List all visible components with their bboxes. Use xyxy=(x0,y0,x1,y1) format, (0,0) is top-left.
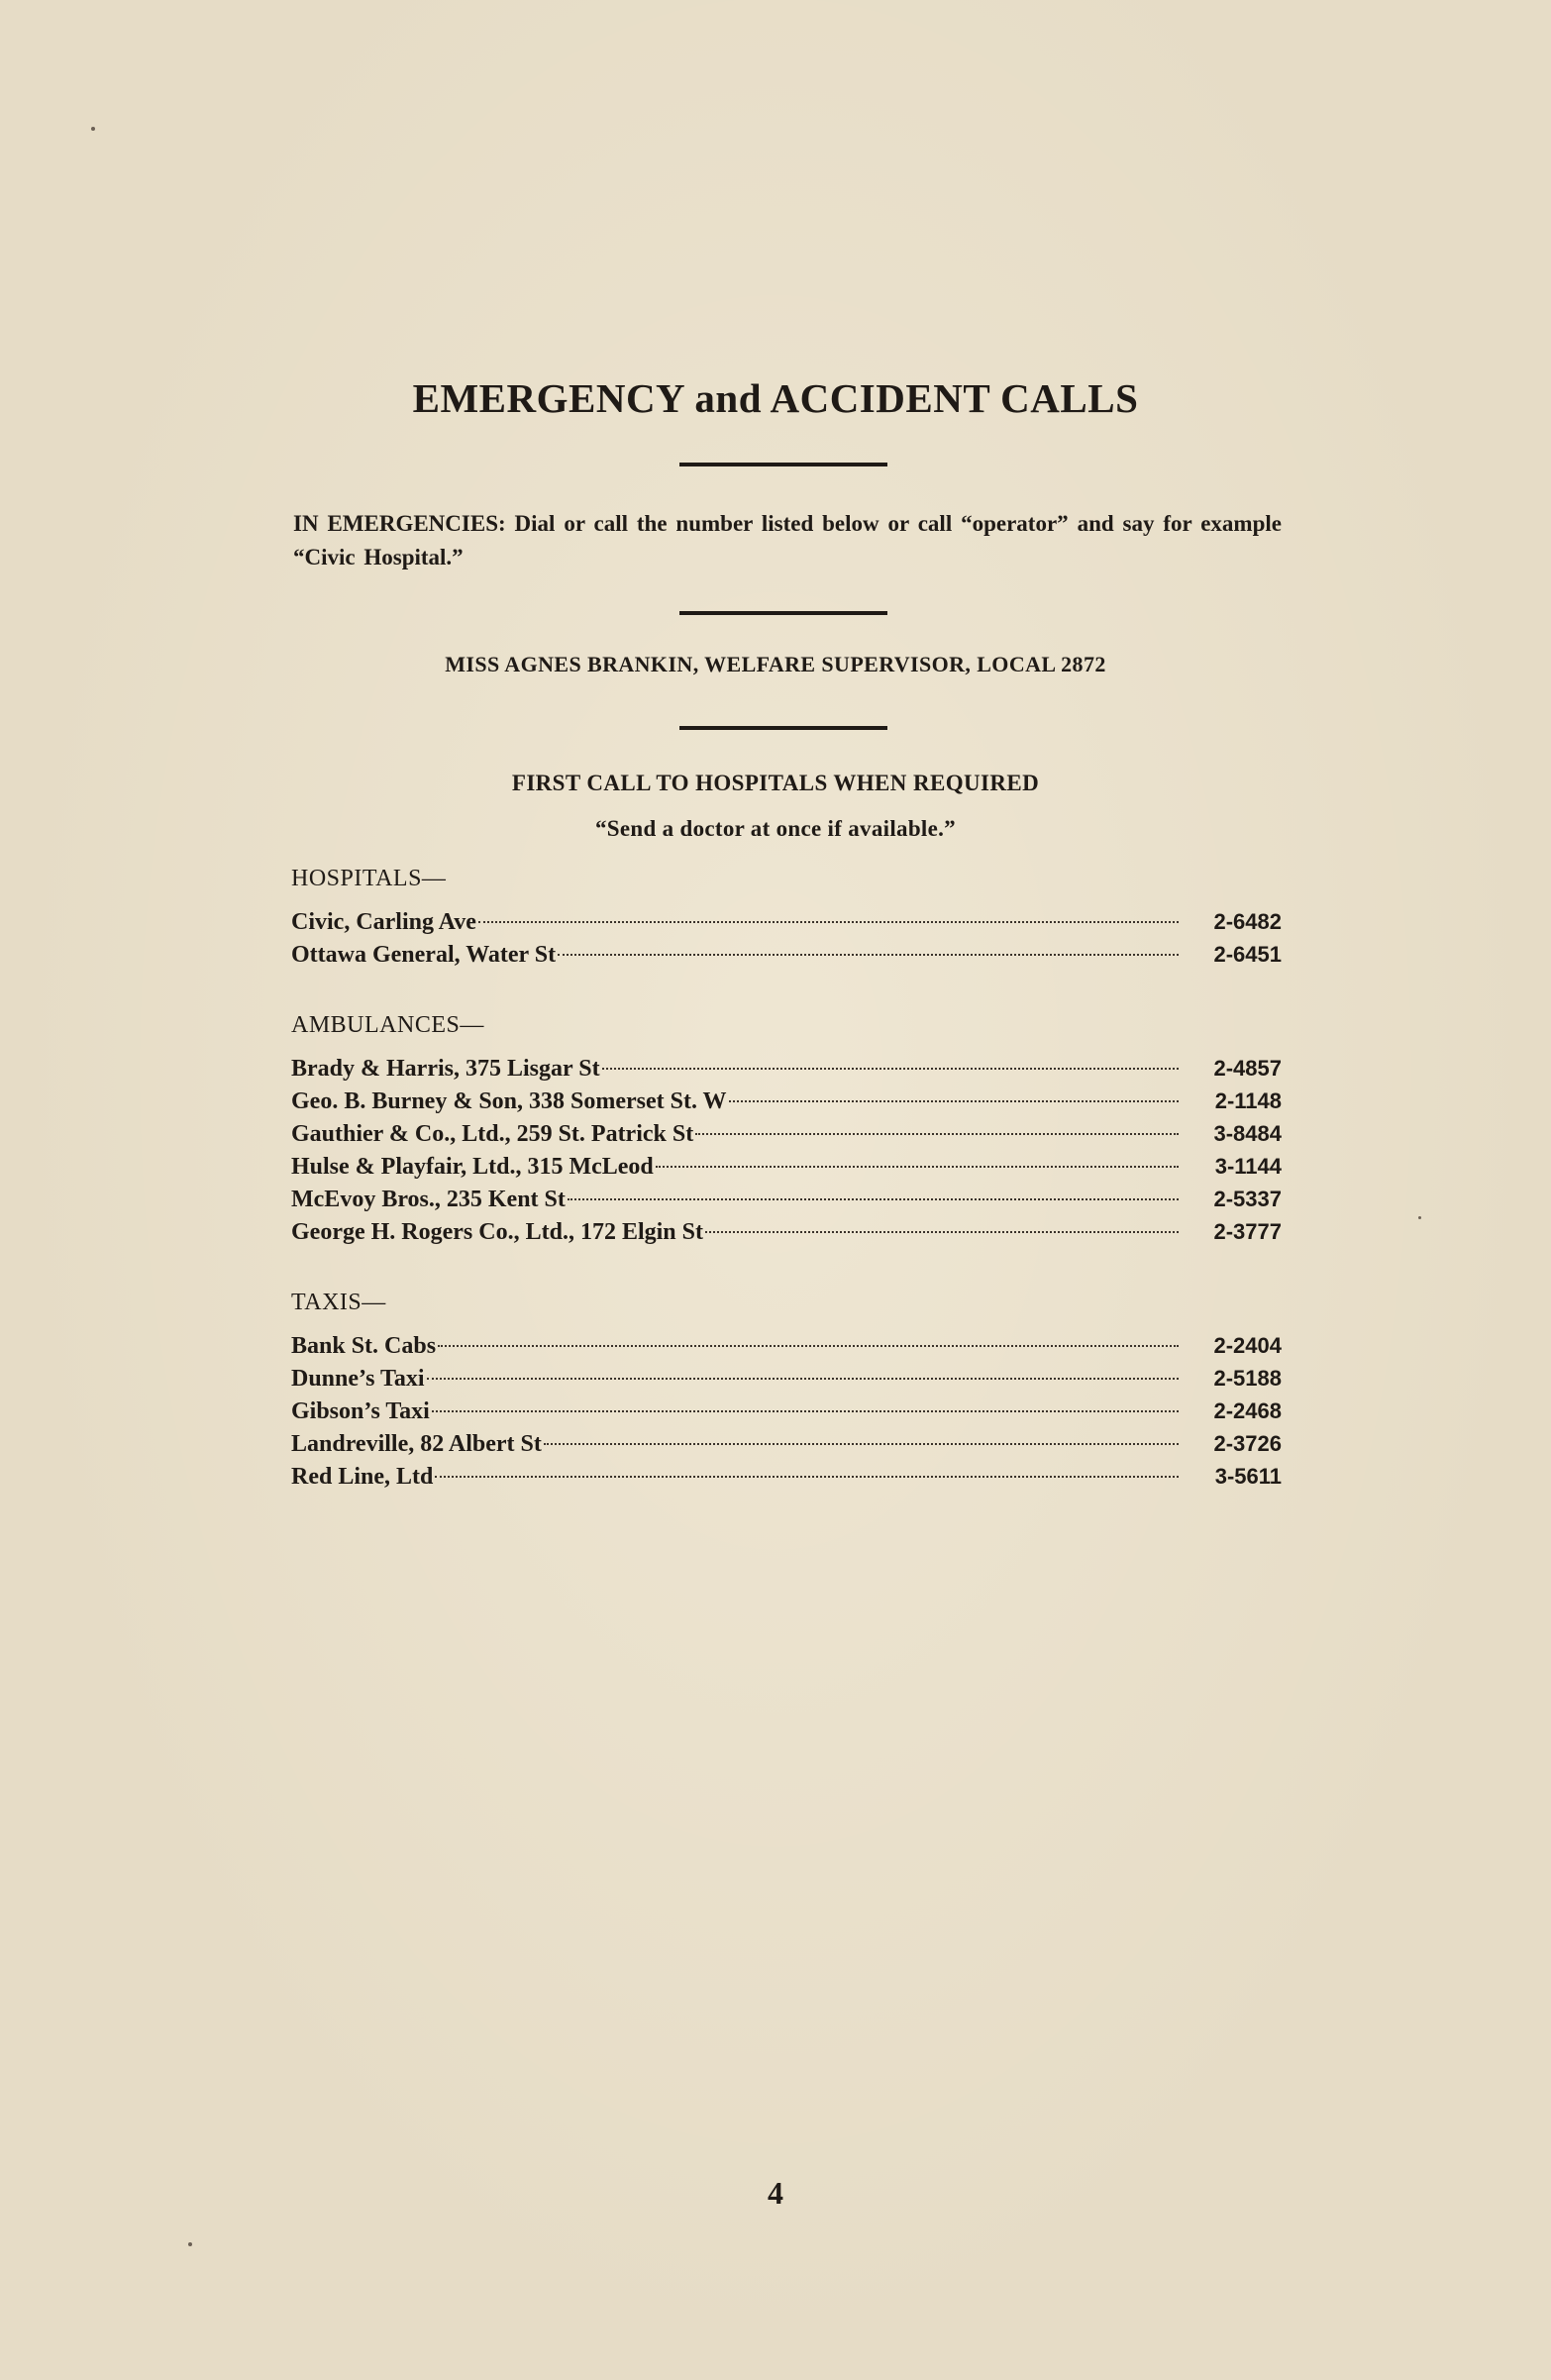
dot-leader xyxy=(432,1410,1179,1412)
dot-leader xyxy=(478,921,1179,923)
entry-phone: 2-6482 xyxy=(1213,909,1282,934)
entry-name: Dunne’s Taxi xyxy=(291,1366,425,1392)
entry-phone: 2-1148 xyxy=(1214,1088,1282,1113)
entry-phone: 3-1144 xyxy=(1214,1154,1282,1179)
entry-name: Red Line, Ltd xyxy=(291,1464,434,1490)
page-number: 4 xyxy=(768,2175,783,2211)
entry-phone: 3-8484 xyxy=(1213,1121,1282,1146)
entry-name: Ottawa General, Water St xyxy=(291,942,557,968)
section-heading: HOSPITALS— xyxy=(291,866,447,891)
list-item xyxy=(291,1362,1282,1395)
entry-name: George H. Rogers Co., Ltd., 172 Elgin St xyxy=(291,1219,703,1245)
entry-name: Landreville, 82 Albert St xyxy=(291,1431,542,1457)
list-item xyxy=(291,1215,1282,1248)
entry-phone: 2-2468 xyxy=(1213,1398,1282,1423)
list-item xyxy=(291,1085,1282,1117)
entry-name: Civic, Carling Ave xyxy=(291,909,476,935)
dot-leader xyxy=(435,1476,1179,1478)
dot-leader xyxy=(558,954,1179,956)
entry-name: Hulse & Playfair, Ltd., 315 McLeod xyxy=(291,1154,654,1180)
list-item xyxy=(291,1329,1282,1362)
dot-leader xyxy=(427,1378,1179,1380)
entry-name: Bank St. Cabs xyxy=(291,1333,437,1359)
entry-name: Brady & Harris, 375 Lisgar St xyxy=(291,1056,600,1082)
entry-name: Gibson’s Taxi xyxy=(291,1398,430,1424)
dot-leader xyxy=(602,1068,1179,1070)
list-item xyxy=(291,1427,1282,1460)
first-call-heading: FIRST CALL TO HOSPITALS WHEN REQUIRED xyxy=(511,771,1040,795)
list-item xyxy=(291,1395,1282,1427)
entry-phone: 2-6451 xyxy=(1213,942,1282,967)
emergency-notice: IN EMERGENCIES: Dial or call the number listed below or call “operator” and say for example “Civic Hospital.” xyxy=(293,511,1282,569)
welfare-supervisor-line: MISS AGNES BRANKIN, WELFARE SUPERVISOR, LOCAL 2872 xyxy=(445,652,1106,676)
list-item xyxy=(291,938,1282,971)
section-heading: TAXIS— xyxy=(291,1290,386,1315)
entry-phone: 2-3777 xyxy=(1213,1219,1282,1244)
send-doctor-quote: “Send a doctor at once if available.” xyxy=(595,816,956,841)
entry-name: Gauthier & Co., Ltd., 259 St. Patrick St xyxy=(291,1121,694,1147)
hospitals-section xyxy=(291,862,1282,971)
dot-leader xyxy=(544,1443,1179,1445)
list-item xyxy=(291,1117,1282,1150)
dot-leader xyxy=(705,1231,1179,1233)
divider-rule xyxy=(679,463,887,466)
entry-name: McEvoy Bros., 235 Kent St xyxy=(291,1187,566,1212)
list-item xyxy=(291,905,1282,938)
page-title: EMERGENCY and ACCIDENT CALLS xyxy=(412,375,1139,421)
section-heading: AMBULANCES— xyxy=(291,1012,484,1038)
dot-leader xyxy=(656,1166,1179,1168)
list-item xyxy=(291,1183,1282,1215)
entry-phone: 2-2404 xyxy=(1213,1333,1282,1358)
divider-rule xyxy=(679,611,887,615)
entry-phone: 2-5337 xyxy=(1213,1187,1282,1211)
list-item xyxy=(291,1150,1282,1183)
dot-leader xyxy=(568,1198,1179,1200)
paper-speck xyxy=(1418,1216,1421,1219)
entry-phone: 2-3726 xyxy=(1213,1431,1282,1456)
entry-phone: 3-5611 xyxy=(1214,1464,1282,1489)
ambulances-section xyxy=(291,1008,1282,1248)
list-item xyxy=(291,1052,1282,1085)
dot-leader xyxy=(695,1133,1179,1135)
paper-speck xyxy=(188,2242,192,2246)
dot-leader xyxy=(438,1345,1179,1347)
dot-leader xyxy=(729,1100,1179,1102)
entry-phone: 2-4857 xyxy=(1213,1056,1282,1081)
list-item xyxy=(291,1460,1282,1493)
taxis-section xyxy=(291,1286,1282,1493)
paper-speck xyxy=(91,127,95,131)
entry-phone: 2-5188 xyxy=(1213,1366,1282,1391)
entry-name: Geo. B. Burney & Son, 338 Somerset St. W xyxy=(291,1088,727,1114)
divider-rule xyxy=(679,726,887,730)
